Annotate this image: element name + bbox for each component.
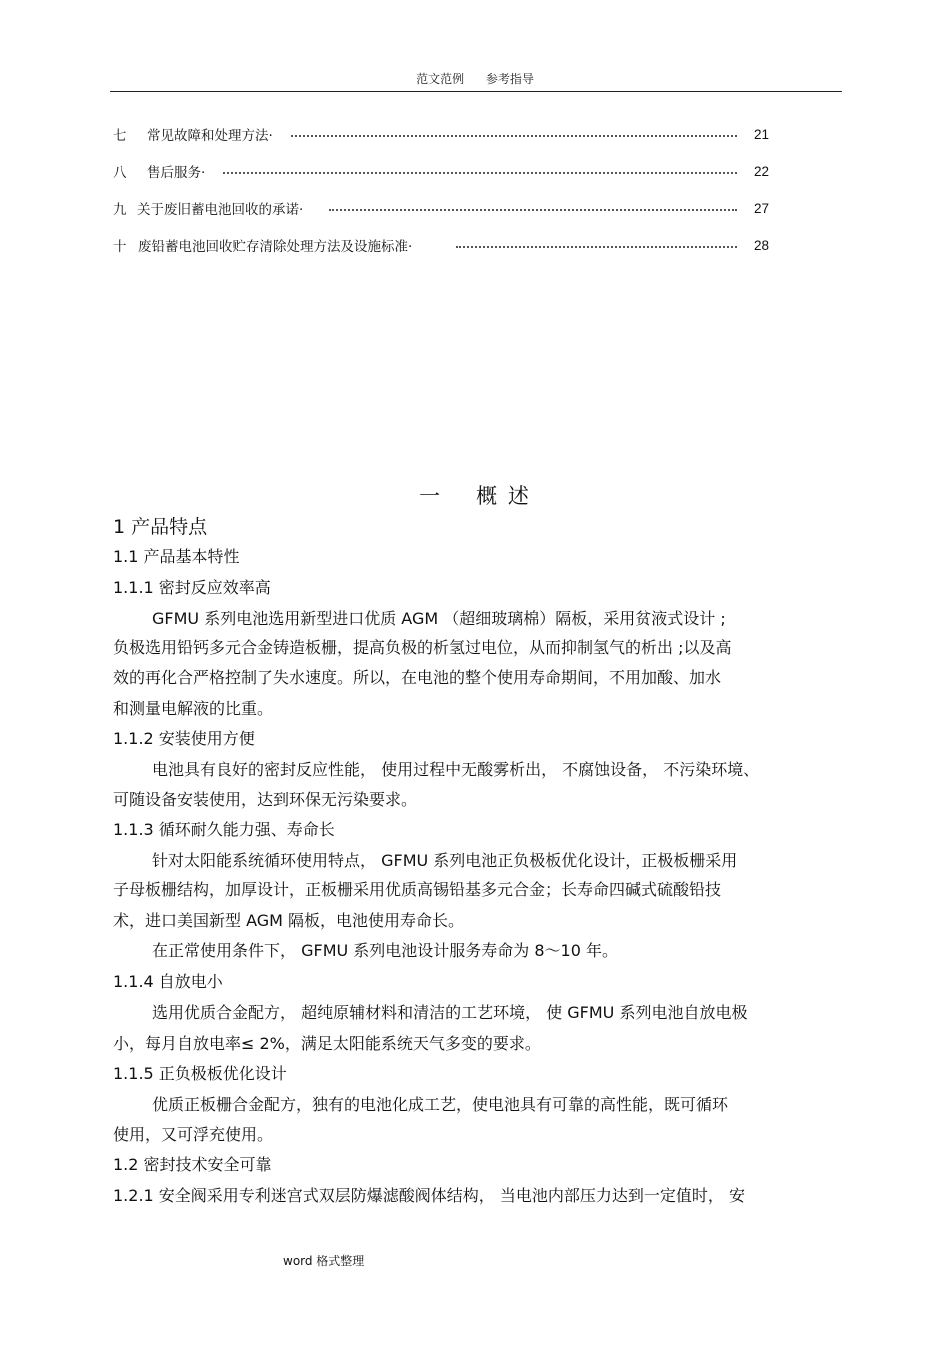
paragraph-line: 在正常使用条件下， GFMU 系列电池设计服务寿命为 8～10 年。 [152,941,619,960]
page-header [0,70,950,87]
paragraph-line: 可随设备安装使用，达到环保无污染要求。 [113,790,418,809]
toc-leader-dots [329,209,737,211]
toc-number: 十 [113,239,127,255]
paragraph-line: 术，进口美国新型 AGM 隔板，电池使用寿命长。 [113,911,465,930]
toc-entry[interactable] [113,161,769,181]
paragraph-line: 和测量电解液的比重。 [113,699,274,718]
toc-entry[interactable] [113,124,769,144]
toc-title: 常见故障和处理方法· [147,128,273,144]
header-rule [110,91,842,92]
chapter-title [0,480,950,510]
toc-number: 九 [113,202,127,218]
toc-leader-dots [291,135,737,137]
subsection-heading: 1.1.1 密封反应效率高 [113,578,271,597]
paragraph-line: 电池具有良好的密封反应性能， 使用过程中无酸雾析出， 不腐蚀设备， 不污染环境、 [152,760,760,779]
section-heading: 1 产品特点 [113,516,208,538]
subsection-heading: 1.1.4 自放电小 [113,972,223,991]
subsection-heading: 1.1 产品基本特性 [113,547,240,566]
page-footer: word 格式整理 [283,1254,365,1268]
paragraph-line: 效的再化合严格控制了失水速度。所以，在电池的整个使用寿命期间，不用加酸、加水 [113,668,722,687]
toc-page-number: 22 [753,163,769,179]
subsection-heading: 1.2 密封技术安全可靠 [113,1155,272,1174]
toc-title: 废铅蓄电池回收贮存清除处理方法及设施标准· [138,239,413,255]
paragraph-line: 1.2.1 安全阀采用专利迷宫式双层防爆滤酸阀体结构， 当电池内部压力达到一定值时， 安 [113,1186,745,1205]
paragraph-line: 负极选用铅钙多元合金铸造板栅，提高负极的析氢过电位，从而抑制氢气的析出 ;以及高 [113,638,732,657]
chapter-name: 概 述 [476,484,531,508]
paragraph-line: 针对太阳能系统循环使用特点， GFMU 系列电池正负极板优化设计，正极板栅采用 [152,851,738,870]
paragraph-line: 使用，又可浮充使用。 [113,1125,274,1144]
toc-page-number: 27 [753,200,769,216]
paragraph-line: 子母板栅结构，加厚设计，正板栅采用优质高锡铅基多元合金；长寿命四碱式硫酸铅技 [113,880,722,899]
toc-number: 八 [113,165,127,181]
chapter-number: 一 [419,484,443,508]
subsection-heading: 1.1.2 安装使用方便 [113,729,255,748]
toc-title: 关于废旧蓄电池回收的承诺· [137,202,304,218]
toc-entry[interactable] [113,235,769,255]
header-right-text: 参考指导 [485,72,534,86]
paragraph-line: 小，每月自放电率≤ 2%，满足太阳能系统天气多变的要求。 [113,1034,541,1053]
header-left-text: 范文范例 [416,72,465,86]
paragraph-line: 优质正板栅合金配方，独有的电池化成工艺，使电池具有可靠的高性能，既可循环 [152,1095,729,1114]
toc-page-number: 21 [753,126,769,142]
toc-title: 售后服务· [147,165,206,181]
paragraph-line: 选用优质合金配方， 超纯原辅材料和清洁的工艺环境， 使 GFMU 系列电池自放电极 [152,1003,748,1022]
paragraph-line: GFMU 系列电池选用新型进口优质 AGM （超细玻璃棉）隔板，采用贫液式设计 ; [152,609,726,628]
toc-number: 七 [113,128,127,144]
toc-leader-dots [456,246,737,248]
subsection-heading: 1.1.3 循环耐久能力强、寿命长 [113,820,335,839]
toc-leader-dots [223,172,737,174]
toc-page-number: 28 [753,237,769,253]
toc-entry[interactable] [113,198,769,218]
subsection-heading: 1.1.5 正负极板优化设计 [113,1064,287,1083]
